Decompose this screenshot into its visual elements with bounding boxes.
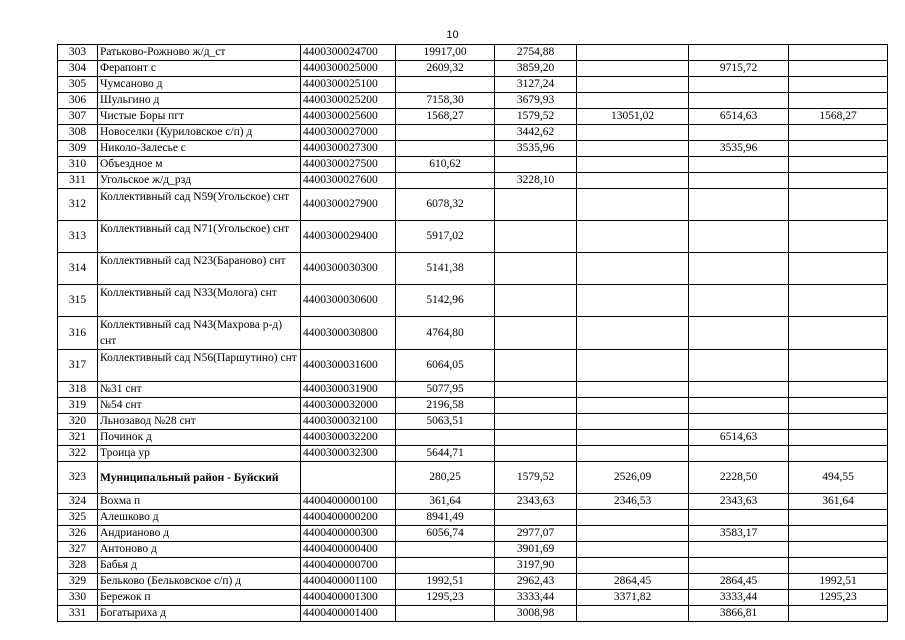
table-row [58,157,888,173]
oktmo-code-cell: 4400400000700 [301,558,396,574]
value-cell-5 [789,350,888,382]
row-number-cell: 322 [58,446,98,462]
oktmo-code-cell: 4400300031600 [301,350,396,382]
value-cell-3 [577,141,689,157]
value-cell-1: 5077,95 [396,382,495,398]
value-cell-1: 7158,30 [396,93,495,109]
value-cell-2: 3535,96 [495,141,577,157]
settlement-name-cell: Андрианово д [98,526,301,542]
settlement-name-cell: №54 снт [98,398,301,414]
value-cell-4 [689,558,789,574]
value-cell-4: 3866,81 [689,606,789,622]
value-cell-2: 3901,69 [495,542,577,558]
table-row [58,430,888,446]
oktmo-code-cell: 4400400000400 [301,542,396,558]
value-cell-4: 6514,63 [689,430,789,446]
settlement-name-cell: Бабья д [98,558,301,574]
value-cell-3: 3371,82 [577,590,689,606]
value-cell-2: 2343,63 [495,494,577,510]
settlement-name-cell: Бельково (Бельковское с/п) д [98,574,301,590]
value-cell-5 [789,141,888,157]
value-cell-2 [495,398,577,414]
value-cell-2 [495,157,577,173]
table-row [58,414,888,430]
settlement-name-cell: Бережок п [98,590,301,606]
value-cell-2: 3859,20 [495,61,577,77]
row-number-cell: 303 [58,45,98,61]
value-cell-1: 5644,71 [396,446,495,462]
value-cell-3 [577,61,689,77]
settlement-name-cell: Богатыриха д [98,606,301,622]
value-cell-5 [789,125,888,141]
row-number-cell: 307 [58,109,98,125]
oktmo-code-cell: 4400300025000 [301,61,396,77]
row-number-cell: 325 [58,510,98,526]
table-row [58,77,888,93]
value-cell-5 [789,77,888,93]
value-cell-3 [577,430,689,446]
settlement-name-cell: Новоселки (Куриловское с/п) д [98,125,301,141]
oktmo-code-cell: 4400300024700 [301,45,396,61]
row-number-cell: 305 [58,77,98,93]
value-cell-2 [495,430,577,446]
data-table [57,44,888,622]
table-row [58,494,888,510]
value-cell-5 [789,526,888,542]
value-cell-3: 13051,02 [577,109,689,125]
value-cell-2 [495,350,577,382]
table-row [58,510,888,526]
value-cell-2: 2962,43 [495,574,577,590]
table-row [58,285,888,317]
value-cell-5 [789,414,888,430]
row-number-cell: 319 [58,398,98,414]
value-cell-2: 3127,24 [495,77,577,93]
row-number-cell: 314 [58,253,98,285]
value-cell-3 [577,285,689,317]
value-cell-1: 2609,32 [396,61,495,77]
value-cell-2: 3679,93 [495,93,577,109]
value-cell-5 [789,157,888,173]
value-cell-4: 3535,96 [689,141,789,157]
value-cell-4: 2343,63 [689,494,789,510]
value-cell-2 [495,382,577,398]
value-cell-4 [689,93,789,109]
value-cell-1: 1295,23 [396,590,495,606]
settlement-name-cell: Объездное м [98,157,301,173]
value-cell-3 [577,606,689,622]
table-row [58,574,888,590]
row-number-cell: 306 [58,93,98,109]
oktmo-code-cell: 4400300025600 [301,109,396,125]
value-cell-4: 6514,63 [689,109,789,125]
row-number-cell: 308 [58,125,98,141]
table-row [58,606,888,622]
value-cell-1: 19917,00 [396,45,495,61]
row-number-cell: 323 [58,462,98,494]
value-cell-5: 1295,23 [789,590,888,606]
value-cell-4 [689,77,789,93]
value-cell-5 [789,285,888,317]
oktmo-code-cell: 4400400001400 [301,606,396,622]
row-number-cell: 312 [58,189,98,221]
value-cell-5 [789,93,888,109]
value-cell-5 [789,317,888,350]
value-cell-4: 3583,17 [689,526,789,542]
value-cell-2: 3008,98 [495,606,577,622]
settlement-name-cell: Льнозавод №28 снт [98,414,301,430]
value-cell-3 [577,414,689,430]
value-cell-3 [577,189,689,221]
value-cell-3 [577,157,689,173]
value-cell-2 [495,253,577,285]
value-cell-3 [577,510,689,526]
value-cell-1: 5141,38 [396,253,495,285]
value-cell-4: 3333,44 [689,590,789,606]
oktmo-code-cell: 4400300025100 [301,77,396,93]
value-cell-1: 1992,51 [396,574,495,590]
settlement-name-cell: №31 снт [98,382,301,398]
settlement-name-cell: Вохма п [98,494,301,510]
table-row [58,350,888,382]
value-cell-4 [689,317,789,350]
settlement-name-cell: Коллективный сад N33(Молога) снт [98,285,301,317]
settlement-name-cell: Починок д [98,430,301,446]
oktmo-code-cell: 4400300032200 [301,430,396,446]
value-cell-5 [789,253,888,285]
value-cell-3: 2346,53 [577,494,689,510]
value-cell-5 [789,558,888,574]
settlement-name-cell: Шульгино д [98,93,301,109]
table-row [58,253,888,285]
value-cell-4 [689,189,789,221]
value-cell-4 [689,542,789,558]
settlement-name-cell: Коллективный сад N56(Паршутино) снт [98,350,301,382]
value-cell-1: 5063,51 [396,414,495,430]
row-number-cell: 311 [58,173,98,189]
settlement-name-cell: Коллективный сад N23(Бараново) снт [98,253,301,285]
row-number-cell: 320 [58,414,98,430]
value-cell-2 [495,189,577,221]
settlement-name-cell: Коллективный сад N43(Махрова р-д) снт [98,317,301,350]
value-cell-1: 6078,32 [396,189,495,221]
table-row [58,45,888,61]
value-cell-1 [396,125,495,141]
value-cell-3 [577,446,689,462]
oktmo-code-cell: 4400300032000 [301,398,396,414]
oktmo-code-cell: 4400400001300 [301,590,396,606]
value-cell-5 [789,45,888,61]
value-cell-1: 4764,80 [396,317,495,350]
oktmo-code-cell: 4400300027600 [301,173,396,189]
table-row [58,590,888,606]
settlement-name-cell: Чумсаново д [98,77,301,93]
value-cell-5 [789,510,888,526]
row-number-cell: 316 [58,317,98,350]
value-cell-3 [577,542,689,558]
value-cell-3 [577,350,689,382]
value-cell-4 [689,45,789,61]
value-cell-4: 2228,50 [689,462,789,494]
value-cell-3 [577,398,689,414]
oktmo-code-cell: 4400300030600 [301,285,396,317]
value-cell-3 [577,558,689,574]
value-cell-2: 3442,62 [495,125,577,141]
table-row [58,542,888,558]
oktmo-code-cell: 4400300030300 [301,253,396,285]
value-cell-5 [789,430,888,446]
value-cell-5 [789,189,888,221]
value-cell-4 [689,253,789,285]
value-cell-3: 2864,45 [577,574,689,590]
settlement-name-cell: Угольское ж/д_рзд [98,173,301,189]
value-cell-2 [495,446,577,462]
value-cell-2 [495,285,577,317]
settlement-name-cell: Антоново д [98,542,301,558]
value-cell-3 [577,253,689,285]
value-cell-1: 610,62 [396,157,495,173]
value-cell-1 [396,542,495,558]
value-cell-3 [577,221,689,253]
value-cell-3: 2526,09 [577,462,689,494]
value-cell-1: 361,64 [396,494,495,510]
value-cell-4 [689,510,789,526]
oktmo-code-cell: 4400300032100 [301,414,396,430]
page-number: 10 [446,29,459,41]
value-cell-4 [689,173,789,189]
value-cell-1: 5917,02 [396,221,495,253]
value-cell-2 [495,221,577,253]
value-cell-1 [396,77,495,93]
value-cell-4 [689,157,789,173]
value-cell-3 [577,382,689,398]
value-cell-2: 3228,10 [495,173,577,189]
value-cell-5 [789,606,888,622]
value-cell-1: 8941,49 [396,510,495,526]
value-cell-5: 1992,51 [789,574,888,590]
value-cell-3 [577,45,689,61]
settlement-name-cell: Алешково д [98,510,301,526]
table-row [58,173,888,189]
row-number-cell: 327 [58,542,98,558]
value-cell-1: 2196,58 [396,398,495,414]
table-row [58,109,888,125]
settlement-name-cell: Коллективный сад N59(Угольское) снт [98,189,301,221]
oktmo-code-cell: 4400300032300 [301,446,396,462]
value-cell-1: 6056,74 [396,526,495,542]
value-cell-5 [789,446,888,462]
oktmo-code-cell: 4400300027500 [301,157,396,173]
value-cell-5: 361,64 [789,494,888,510]
table-row [58,446,888,462]
value-cell-3 [577,173,689,189]
table-row [58,382,888,398]
oktmo-code-cell: 4400300025200 [301,93,396,109]
value-cell-3 [577,93,689,109]
table-row [58,61,888,77]
oktmo-code-cell: 4400400001100 [301,574,396,590]
value-cell-1 [396,173,495,189]
oktmo-code-cell: 4400400000200 [301,510,396,526]
value-cell-5 [789,542,888,558]
value-cell-1 [396,606,495,622]
value-cell-2: 3197,90 [495,558,577,574]
oktmo-code-cell: 4400300027000 [301,125,396,141]
value-cell-2: 2977,07 [495,526,577,542]
oktmo-code-cell: 4400300031900 [301,382,396,398]
table-row [58,398,888,414]
value-cell-3 [577,77,689,93]
settlement-name-cell: Коллективный сад N71(Угольское) снт [98,221,301,253]
value-cell-4 [689,350,789,382]
row-number-cell: 310 [58,157,98,173]
value-cell-5: 494,55 [789,462,888,494]
table-row [58,93,888,109]
row-number-cell: 330 [58,590,98,606]
settlement-name-cell: Чистые Боры пгт [98,109,301,125]
row-number-cell: 321 [58,430,98,446]
value-cell-2: 2754,88 [495,45,577,61]
value-cell-4: 2864,45 [689,574,789,590]
value-cell-2: 1579,52 [495,462,577,494]
value-cell-2 [495,414,577,430]
oktmo-code-cell [301,462,396,494]
row-number-cell: 315 [58,285,98,317]
row-number-cell: 331 [58,606,98,622]
value-cell-3 [577,526,689,542]
value-cell-4 [689,446,789,462]
value-cell-5 [789,61,888,77]
row-number-cell: 318 [58,382,98,398]
value-cell-5: 1568,27 [789,109,888,125]
oktmo-code-cell: 4400400000300 [301,526,396,542]
value-cell-5 [789,173,888,189]
value-cell-4 [689,382,789,398]
settlement-name-cell: Троица ур [98,446,301,462]
row-number-cell: 317 [58,350,98,382]
value-cell-1: 1568,27 [396,109,495,125]
value-cell-1: 6064,05 [396,350,495,382]
row-number-cell: 324 [58,494,98,510]
table-row [58,317,888,350]
settlement-name-cell: Муниципальный район - Буйский [98,462,301,494]
value-cell-2 [495,317,577,350]
value-cell-3 [577,125,689,141]
row-number-cell: 326 [58,526,98,542]
oktmo-code-cell: 4400300027300 [301,141,396,157]
table-row [58,526,888,542]
value-cell-3 [577,317,689,350]
value-cell-1 [396,558,495,574]
value-cell-1 [396,430,495,446]
oktmo-code-cell: 4400300027900 [301,189,396,221]
table-row [58,462,888,494]
value-cell-4: 9715,72 [689,61,789,77]
table-row [58,558,888,574]
value-cell-4 [689,285,789,317]
value-cell-4 [689,125,789,141]
table-row [58,141,888,157]
row-number-cell: 304 [58,61,98,77]
oktmo-code-cell: 4400300030800 [301,317,396,350]
oktmo-code-cell: 4400300029400 [301,221,396,253]
row-number-cell: 329 [58,574,98,590]
value-cell-5 [789,221,888,253]
table-body [58,45,888,622]
value-cell-1 [396,141,495,157]
value-cell-2 [495,510,577,526]
value-cell-4 [689,221,789,253]
settlement-name-cell: Ферапонт с [98,61,301,77]
settlement-name-cell: Николо-Залесье с [98,141,301,157]
settlement-name-cell: Ратьково-Рожново ж/д_ст [98,45,301,61]
value-cell-5 [789,398,888,414]
table-row [58,189,888,221]
row-number-cell: 313 [58,221,98,253]
value-cell-5 [789,382,888,398]
row-number-cell: 328 [58,558,98,574]
table-row [58,221,888,253]
value-cell-4 [689,398,789,414]
value-cell-2: 3333,44 [495,590,577,606]
value-cell-4 [689,414,789,430]
value-cell-1: 5142,96 [396,285,495,317]
value-cell-1: 280,25 [396,462,495,494]
oktmo-code-cell: 4400400000100 [301,494,396,510]
table-row [58,125,888,141]
row-number-cell: 309 [58,141,98,157]
value-cell-2: 1579,52 [495,109,577,125]
